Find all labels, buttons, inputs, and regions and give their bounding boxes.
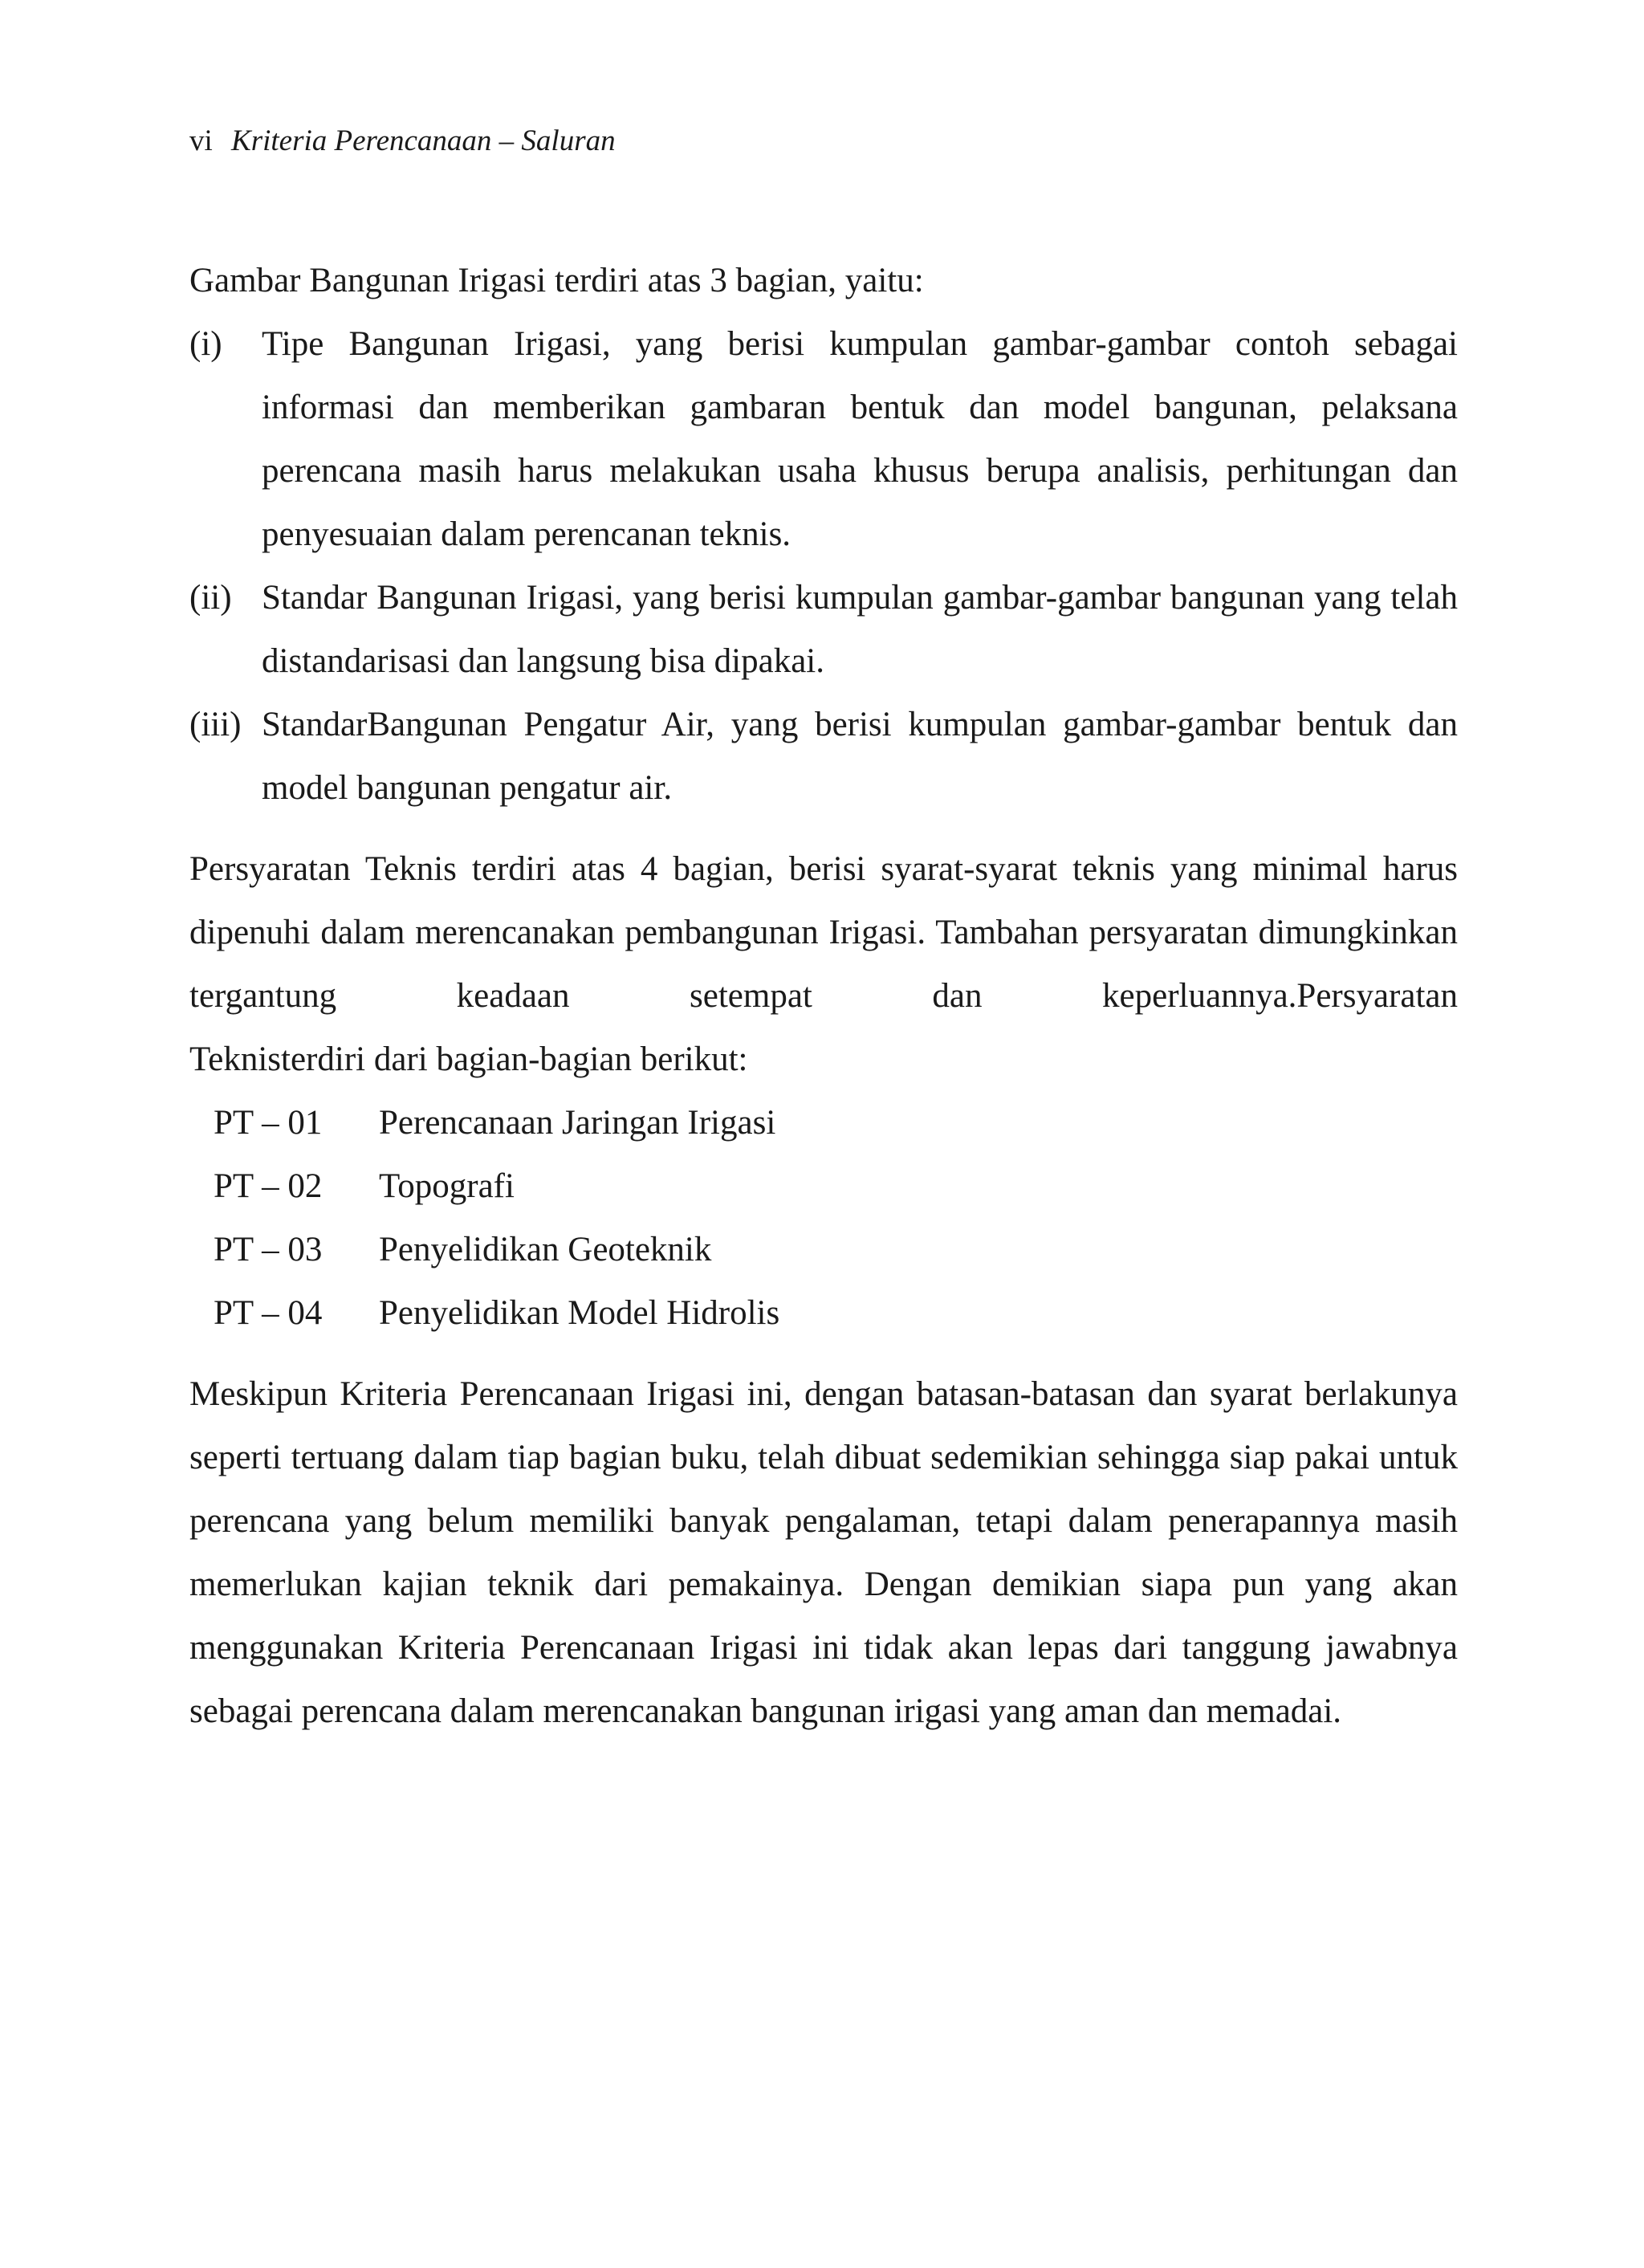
closing-paragraph: Meskipun Kriteria Perencanaan Irigasi ini, dengan batasan-batasan dan syarat berlakunya seperti tertuang dalam tiap bagian buku, telah dibuat sedemikian sehingga siap pakai untuk perencana yang belum memiliki banyak pengalaman, tetapi dalam penerapannya masih memerlukan kajian teknik dari pemakainya. Dengan demikian siapa pun yang akan menggunakan Kriteria Perencanaan Irigasi ini tidak akan lepas dari tanggung jawabnya sebagai perencana dalam merencanakan bangunan irigasi yang aman dan memadai.: [189, 1375, 1458, 1730]
pt-list-item: [189, 1218, 1458, 1281]
pt-list: [189, 1091, 1458, 1345]
pt-code: PT – 04: [214, 1294, 323, 1332]
list-item-text: StandarBangunan Pengatur Air, yang berisi kumpulan gambar-gambar bentuk dan model bangunan pengatur air.: [262, 706, 1458, 807]
pt-name: Topografi: [379, 1167, 515, 1205]
page-number: vi: [189, 124, 213, 157]
pt-code: PT – 03: [214, 1231, 323, 1268]
page-body: [189, 249, 1458, 1743]
list-item: [189, 693, 1458, 820]
list-item-text: Standar Bangunan Irigasi, yang berisi kumpulan gambar-gambar bangunan yang telah distandarisasi dan langsung bisa dipakai.: [262, 579, 1458, 680]
running-title: Kriteria Perencanaan – Saluran: [231, 124, 616, 157]
list-item: [189, 566, 1458, 693]
pt-list-item: [189, 1281, 1458, 1345]
page-header: [189, 122, 616, 161]
pt-name: Perencanaan Jaringan Irigasi: [379, 1104, 776, 1142]
pt-name: Penyelidikan Geoteknik: [379, 1231, 712, 1268]
gambar-intro: Gambar Bangunan Irigasi terdiri atas 3 bagian, yaitu:: [189, 262, 924, 299]
list-item: [189, 312, 1458, 566]
persyaratan-paragraph-end: Teknisterdiri dari bagian-bagian berikut:: [189, 1040, 748, 1078]
pt-list-item: [189, 1154, 1458, 1218]
persyaratan-paragraph: Persyaratan Teknis terdiri atas 4 bagian, berisi syarat-syarat teknis yang minimal harus dipenuhi dalam merencanakan pembangunan Irigasi. Tambahan persyaratan dimungkinkan tergantung keadaan setempat dan keperluannya.Persyaratan: [189, 850, 1458, 1015]
pt-code: PT – 02: [214, 1167, 323, 1205]
list-marker: (i): [189, 325, 222, 363]
list-item-text: Tipe Bangunan Irigasi, yang berisi kumpulan gambar-gambar contoh sebagai informasi dan memberikan gambaran bentuk dan model bangunan, pelaksana perencana masih harus melakukan usaha khusus berupa analisis, perhitungan dan penyesuaian dalam perencanan teknis.: [262, 325, 1458, 553]
pt-list-item: [189, 1091, 1458, 1154]
gambar-list: [189, 312, 1458, 820]
list-marker: (ii): [189, 579, 232, 617]
pt-name: Penyelidikan Model Hidrolis: [379, 1294, 780, 1332]
pt-code: PT – 01: [214, 1104, 323, 1142]
list-marker: (iii): [189, 706, 242, 743]
